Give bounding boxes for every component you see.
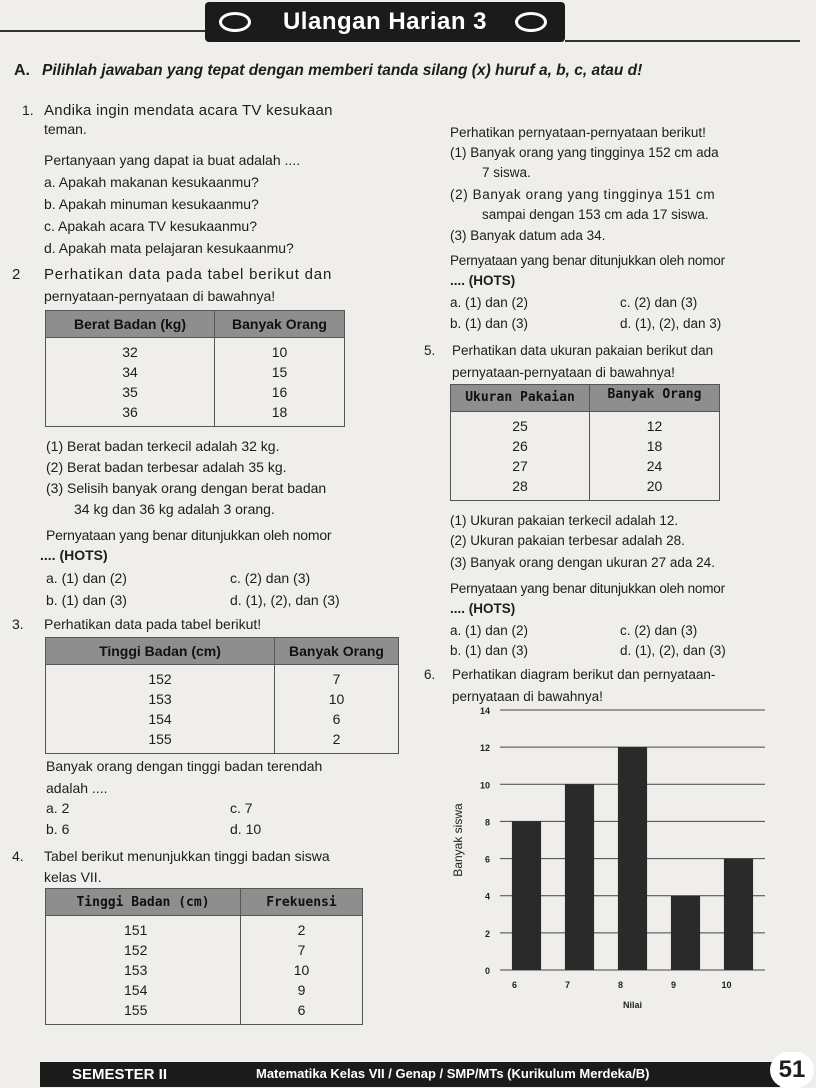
- q2-text: pernyataan-pernyataan di bawahnya!: [44, 288, 276, 304]
- x-tick-label: 10: [721, 980, 732, 990]
- q4-statement: (3) Banyak datum ada 34.: [450, 228, 606, 243]
- y-tick-label: 2: [484, 928, 490, 939]
- q4-text: kelas VII.: [44, 869, 102, 885]
- q3-text: Perhatikan data pada tabel berikut!: [44, 616, 262, 632]
- table-cell: 2: [241, 916, 363, 941]
- table-cell: 36: [46, 402, 215, 427]
- q4-option-a[interactable]: a. (1) dan (2): [450, 295, 529, 310]
- q3-option-c[interactable]: c. 7: [230, 800, 253, 816]
- table-header: Banyak Orang: [275, 638, 399, 665]
- table-cell: 12: [590, 412, 720, 437]
- table-cell: 34: [46, 362, 215, 382]
- q6-number: 6.: [424, 667, 436, 682]
- table-cell: 10: [215, 338, 345, 363]
- table-cell: 32: [46, 338, 215, 363]
- q4-option-b[interactable]: b. (1) dan (3): [450, 316, 529, 331]
- q2-table: [45, 310, 345, 427]
- table-cell: 15: [215, 362, 345, 382]
- q4-intro: Perhatikan pernyataan-pernyataan berikut!: [450, 125, 706, 140]
- table-cell: 7: [241, 940, 363, 960]
- q4-table: [45, 888, 363, 1025]
- q2-option-c[interactable]: c. (2) dan (3): [230, 570, 311, 586]
- header-rule-right: [565, 40, 800, 42]
- table-cell: 152: [46, 665, 275, 690]
- q2-statement: (1) Berat badan terkecil adalah 32 kg.: [46, 438, 280, 454]
- header-banner: [205, 2, 565, 42]
- q3-option-a[interactable]: a. 2: [46, 800, 70, 816]
- table-cell: 16: [215, 382, 345, 402]
- footer-semester: SEMESTER II: [72, 1066, 168, 1083]
- q5-option-d[interactable]: d. (1), (2), dan (3): [620, 643, 726, 658]
- y-tick-label: 10: [479, 780, 490, 791]
- x-tick-label: 7: [564, 980, 571, 990]
- x-tick-label: 9: [670, 980, 677, 990]
- q2-statement: (3) Selisih banyak orang dengan berat badan: [46, 480, 327, 496]
- q4-statement: 7 siswa.: [482, 165, 531, 180]
- q2-number: 2: [12, 266, 21, 283]
- q2-option-a[interactable]: a. (1) dan (2): [46, 570, 127, 586]
- table-cell: 154: [46, 980, 241, 1000]
- q4-hots: .... (HOTS): [450, 273, 516, 288]
- table-cell: 35: [46, 382, 215, 402]
- x-axis-label: Nilai: [622, 1000, 643, 1010]
- table-header: Ukuran Pakaian: [451, 385, 590, 412]
- x-tick-label: 6: [511, 980, 518, 990]
- bar-chart: [440, 700, 780, 1020]
- bar: [671, 896, 700, 970]
- q3-table: [45, 637, 399, 754]
- y-tick-label: 6: [484, 854, 490, 865]
- section-label: A.: [14, 62, 30, 79]
- bar: [565, 784, 594, 970]
- q4-text: Tabel berikut menunjukkan tinggi badan siswa: [44, 848, 330, 864]
- table-cell: 18: [215, 402, 345, 427]
- q4-statement: (2) Banyak orang yang tingginya 151 cm: [450, 187, 716, 202]
- table-cell: 10: [275, 689, 399, 709]
- q2-prompt: Pernyataan yang benar ditunjukkan oleh nomor: [46, 527, 332, 543]
- table-header: Banyak Orang: [215, 311, 345, 338]
- q1-option-b[interactable]: b. Apakah minuman kesukaanmu?: [44, 196, 259, 212]
- table-cell: 6: [241, 1000, 363, 1025]
- table-cell: 152: [46, 940, 241, 960]
- table-header: Tinggi Badan (cm): [46, 638, 275, 665]
- q4-statement: (1) Banyak orang yang tingginya 152 cm ada: [450, 145, 719, 160]
- table-cell: 155: [46, 1000, 241, 1025]
- q1-option-c[interactable]: c. Apakah acara TV kesukaanmu?: [44, 218, 257, 234]
- x-tick-label: 8: [617, 980, 624, 990]
- q6-text: pernyataan di bawahnya!: [452, 689, 603, 704]
- q4-option-c[interactable]: c. (2) dan (3): [620, 295, 698, 310]
- table-cell: 9: [241, 980, 363, 1000]
- y-tick-label: 14: [479, 706, 490, 716]
- q2-statement: (2) Berat badan terbesar adalah 35 kg.: [46, 459, 287, 475]
- y-tick-label: 4: [484, 891, 490, 902]
- q3-number: 3.: [12, 616, 24, 632]
- table-cell: 154: [46, 709, 275, 729]
- q5-number: 5.: [424, 343, 436, 358]
- q2-text: Perhatikan data pada tabel berikut dan: [44, 266, 333, 283]
- table-cell: 2: [275, 729, 399, 754]
- q4-statement: sampai dengan 153 cm ada 17 siswa.: [482, 207, 709, 222]
- q5-statement: (2) Ukuran pakaian terbesar adalah 28.: [450, 533, 685, 548]
- table-cell: 20: [590, 476, 720, 501]
- q5-table: [450, 384, 720, 501]
- section-instruction: Pilihlah jawaban yang tepat dengan memberi tanda silang (x) huruf a, b, c, atau d!: [42, 62, 643, 79]
- q2-hots: .... (HOTS): [40, 547, 108, 563]
- q5-text: pernyataan-pernyataan di bawahnya!: [452, 365, 675, 380]
- table-cell: 151: [46, 916, 241, 941]
- q5-option-b[interactable]: b. (1) dan (3): [450, 643, 529, 658]
- table-cell: 27: [451, 456, 590, 476]
- y-tick-label: 12: [479, 743, 490, 754]
- bar: [512, 821, 541, 970]
- q6-text: Perhatikan diagram berikut dan pernyataan-: [452, 667, 716, 682]
- y-tick-label: 8: [484, 817, 490, 828]
- q1-text: teman.: [44, 121, 87, 137]
- q1-number: 1.: [22, 102, 34, 118]
- table-cell: 7: [275, 665, 399, 690]
- q5-text: Perhatikan data ukuran pakaian berikut dan: [452, 343, 714, 358]
- footer-text: Matematika Kelas VII / Genap / SMP/MTs (Kurikulum Merdeka/B): [256, 1066, 650, 1081]
- header-ornament-right: [515, 12, 547, 32]
- q5-option-c[interactable]: c. (2) dan (3): [620, 623, 698, 638]
- page-number: 51: [770, 1052, 814, 1088]
- q1-text: Andika ingin mendata acara TV kesukaan: [44, 102, 333, 119]
- q3-option-b[interactable]: b. 6: [46, 821, 70, 837]
- table-header: Berat Badan (kg): [46, 311, 215, 338]
- table-cell: 6: [275, 709, 399, 729]
- q4-prompt: Pernyataan yang benar ditunjukkan oleh nomor: [450, 253, 725, 268]
- bar: [618, 747, 647, 970]
- q4-number: 4.: [12, 848, 24, 864]
- q2-option-d[interactable]: d. (1), (2), dan (3): [230, 592, 340, 608]
- y-tick-label: 0: [484, 966, 490, 976]
- table-cell: 26: [451, 436, 590, 456]
- q3-option-d[interactable]: d. 10: [230, 821, 262, 837]
- bar: [724, 859, 753, 970]
- q5-option-a[interactable]: a. (1) dan (2): [450, 623, 529, 638]
- q2-statement: 34 kg dan 36 kg adalah 3 orang.: [74, 501, 275, 517]
- table-cell: 28: [451, 476, 590, 501]
- q4-option-d[interactable]: d. (1), (2), dan 3): [620, 316, 722, 331]
- q3-question: adalah ....: [46, 780, 108, 796]
- q5-hots: .... (HOTS): [450, 601, 516, 616]
- table-cell: 10: [241, 960, 363, 980]
- y-axis-label: Banyak siswa: [451, 803, 465, 877]
- page-title: Ulangan Harian 3: [282, 8, 488, 35]
- table-cell: 153: [46, 689, 275, 709]
- table-cell: 18: [590, 436, 720, 456]
- q1-option-a[interactable]: a. Apakah makanan kesukaanmu?: [44, 174, 259, 190]
- q5-prompt: Pernyataan yang benar ditunjukkan oleh nomor: [450, 581, 725, 596]
- q2-option-b[interactable]: b. (1) dan (3): [46, 592, 127, 608]
- q5-statement: (1) Ukuran pakaian terkecil adalah 12.: [450, 513, 679, 528]
- q3-question: Banyak orang dengan tinggi badan terendah: [46, 758, 323, 774]
- q5-statement: (3) Banyak orang dengan ukuran 27 ada 24.: [450, 555, 715, 570]
- table-cell: 25: [451, 412, 590, 437]
- table-cell: 155: [46, 729, 275, 754]
- table-header: Tinggi Badan (cm): [46, 889, 241, 916]
- table-cell: 153: [46, 960, 241, 980]
- header-rule-left: [0, 30, 205, 32]
- table-header: Banyak Orang: [590, 385, 720, 412]
- q1-option-d[interactable]: d. Apakah mata pelajaran kesukaanmu?: [44, 240, 294, 256]
- table-header: Frekuensi: [241, 889, 363, 916]
- table-cell: 24: [590, 456, 720, 476]
- q1-text: Pertanyaan yang dapat ia buat adalah ....: [44, 152, 301, 168]
